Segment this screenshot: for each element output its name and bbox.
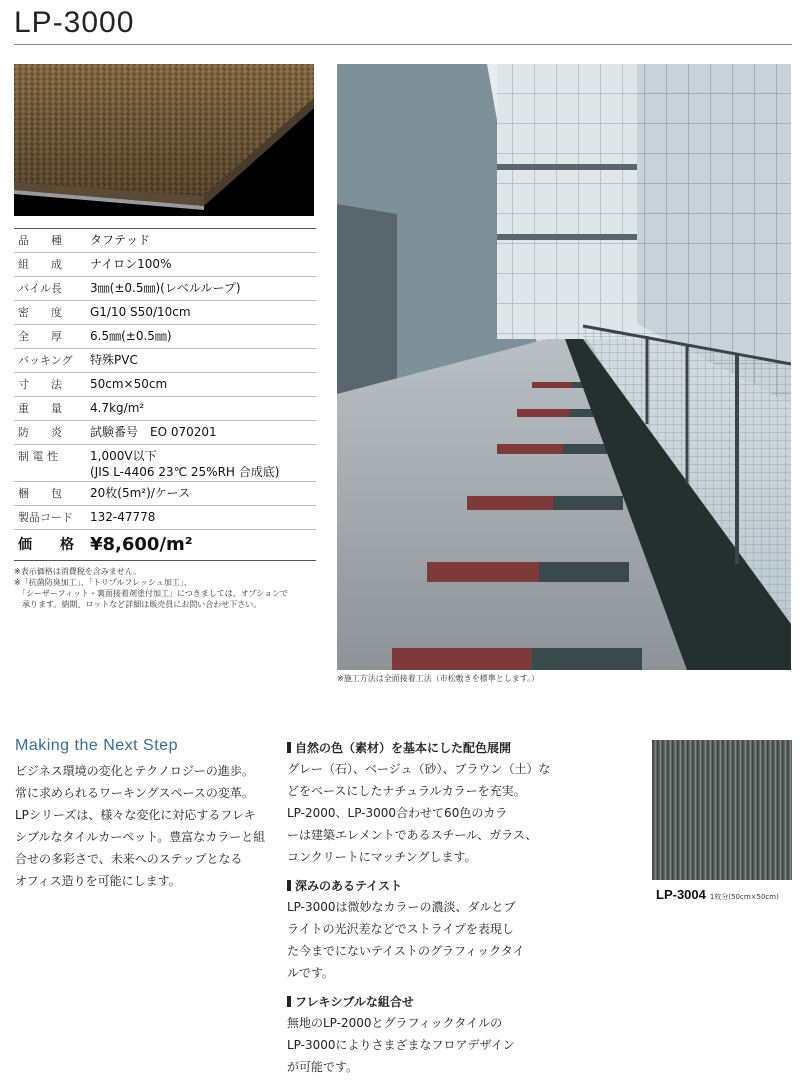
spec-row-price [14,530,316,561]
spec-label: 寸 法 [18,378,62,391]
spec-label: 品 種 [18,234,62,247]
spec-row-thickness [14,325,316,349]
note-line: 「シーザーフィット・裏面接着剤塗付加工」につきましては、オプションで [14,589,289,598]
spec-label: 製品コード [18,511,73,524]
feature-body [287,896,537,984]
intro-line: 常に求められるワーキングスペースの変革。 [15,786,254,800]
spec-value: 50cm×50cm [90,377,168,391]
feature-body [287,758,551,868]
spec-label: パイル長 [18,282,62,295]
feature-body [287,1012,537,1078]
feature-line: コンクリートにマッチングします。 [287,850,477,864]
feature-flexible-combination [287,993,537,1078]
intro-line: LPシリーズは、様々な変化に対応するフレキ [15,808,256,822]
spec-row-packing [14,482,316,506]
intro-line: ビジネス環境の変化とテクノロジーの進歩。 [15,764,254,778]
interior-photo [337,64,791,670]
spec-value: 4.7kg/m² [90,401,145,415]
feature-heading: 自然の色（素材）を基本にした配色展開 [287,739,537,756]
feature-line: LP-3000は微妙なカラーの濃淡、ダルとブ [287,900,516,914]
feature-line: どをベースにしたナチュラルカラーを充実。 [287,784,526,798]
spec-row-product-code [14,506,316,530]
spec-value: 132-47778 [90,510,156,524]
spec-row-weight [14,397,316,421]
spec-label: 制 電 性 [18,450,58,463]
swatch-size: 1枚分(50cm×50cm) [709,893,779,901]
spec-label: 密 度 [18,306,62,319]
spec-value-line: 1,000V以下 [90,449,157,463]
feature-line: ーは建築エレメントであるスチール、ガラス、 [287,828,538,842]
spec-row-backing [14,349,316,373]
spec-value: 6.5㎜(±0.5㎜) [90,329,172,343]
spec-value: 試験番号 EO 070201 [90,425,217,439]
spec-label: 組 成 [18,258,62,271]
spec-label: 全 厚 [18,330,62,343]
feature-heading: 深みのあるテイスト [287,877,537,894]
feature-heading: フレキシブルな組合せ [287,993,537,1010]
feature-line: ライトの光沢差などでストライプを表現し [287,922,514,936]
title-divider [14,44,792,45]
spec-label: 防 炎 [18,426,62,439]
intro-paragraph [15,760,275,892]
spec-row-pile-length [14,277,316,301]
spec-row-density [14,301,316,325]
feature-line: 無地のLP-2000とグラフィックタイルの [287,1016,503,1030]
feature-line: ルです。 [287,966,335,980]
note-line: ※表示価格は消費税を含みません。 [14,567,142,576]
intro-line: シブルなタイルカーペット。豊富なカラーと組 [15,830,266,844]
feature-line: LP-2000、LP-3000合わせて60色のカラ [287,806,508,820]
spec-value: 特殊PVC [90,353,138,367]
section-heading: Making the Next Step [15,737,178,754]
spec-value: 3㎜(±0.5㎜)(レベルループ) [90,281,241,295]
price-value: ¥8,600/m² [90,534,193,555]
spec-notes [14,566,314,610]
page-title: LP-3000 [14,6,135,39]
feature-line: LP-3000によりさまざまなフロアデザイン [287,1038,515,1052]
spec-value: 20枚(5m²)/ケース [90,486,191,500]
feature-line: グレー（石）、ベージュ（砂）、ブラウン（土）な [287,762,551,776]
spec-row-type [14,228,316,253]
spec-value-line: (JIS L-4406 23℃ 25%RH 合成底) [90,465,280,479]
feature-line: が可能です。 [287,1060,359,1074]
spec-value: G1/10 S50/10cm [90,305,191,319]
spec-label: バッキング [18,354,73,367]
spec-row-antistatic [14,445,316,482]
swatch-label [656,884,779,903]
note-line: ※「抗菌防臭加工」、「トリプルフレッシュ加工」、 [14,578,192,587]
spec-row-composition [14,253,316,277]
spec-value: ナイロン100% [90,257,172,271]
intro-line: 合せの多彩さで、未来へのステップとなる [15,852,243,866]
spec-label: 重 量 [18,402,62,415]
spec-label: 価 格 [18,537,74,553]
spec-label: 梱 包 [18,487,62,500]
feature-deep-taste [287,877,537,984]
intro-line: オフィス造りを可能にします。 [15,874,181,888]
spec-row-dimensions [14,373,316,397]
spec-row-flame [14,421,316,445]
feature-natural-colors [287,739,551,868]
photo-caption: ※施工方法は全面接着工法（市松敷きを標準とします。） [337,674,540,683]
swatch-code: LP-3004 [656,887,706,902]
spec-table [14,228,316,561]
note-line: 承ります。納期、ロットなど詳細は販売員にお問い合わせ下さい。 [14,600,262,609]
feature-line: た今までにないテイストのグラフィックタイ [287,944,525,958]
carpet-sample-photo [14,64,314,216]
spec-value [90,448,279,480]
spec-value: タフテッド [90,233,151,247]
carpet-swatch-image [652,740,792,880]
